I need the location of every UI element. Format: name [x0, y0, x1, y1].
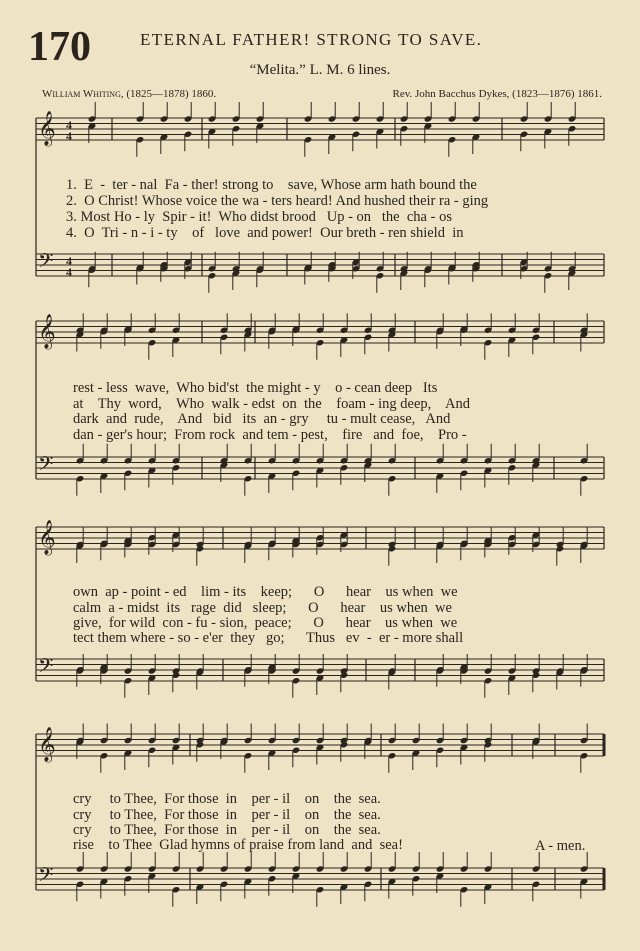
- lyric-line: give, for wild con - fu - sion, peace; O hear us when we: [73, 615, 458, 631]
- lyric-line: 4. O Tri - n - i - ty of love and power! Our breth - ren shield in: [66, 225, 464, 241]
- bass-clef-icon: 𝄢: [38, 863, 54, 891]
- lyric-line: dark and rude, And bid its an - gry tu - mult cease, And: [73, 411, 451, 427]
- treble-clef-icon: 𝄞: [38, 111, 56, 146]
- time-signature-top: 4: [66, 118, 72, 132]
- lyric-line: own ap - point - ed lim - its keep; O hear us when we: [73, 584, 458, 600]
- hymn-title: ETERNAL FATHER! STRONG TO SAVE.: [140, 30, 483, 49]
- lyric-line: at Thy word, Who walk - edst on the foam - ing deep, And: [73, 396, 470, 412]
- bass-clef-icon: 𝄢: [38, 654, 54, 682]
- time-signature-bottom: 4: [66, 129, 72, 143]
- lyric-line: 2. O Christ! Whose voice the wa - ters heard! And hushed their ra - ging: [66, 193, 489, 209]
- tune-meter: “Melita.” L. M. 6 lines.: [249, 62, 391, 78]
- words-credit: William Whiting, (1825—1878) 1860.: [42, 88, 217, 100]
- time-signature-top: 4: [66, 254, 72, 268]
- bass-clef-icon: 𝄢: [38, 249, 54, 277]
- lyric-line: cry to Thee, For those in per - il on the sea.: [73, 807, 381, 823]
- lyric-line: tect them where - so - e'er they go; Thus ev - er - more shall: [73, 630, 464, 646]
- lyric-line: rise to Thee Glad hymns of praise from land and sea!: [73, 837, 403, 853]
- treble-clef-icon: 𝄞: [38, 727, 56, 762]
- treble-clef-icon: 𝄞: [38, 314, 56, 349]
- lyric-line: 3. Most Ho - ly Spir - it! Who didst brood Up - on the cha - os: [66, 209, 452, 225]
- lyric-line: calm a - midst its rage did sleep; O hear us when we: [73, 600, 452, 616]
- bass-clef-icon: 𝄢: [38, 452, 54, 480]
- lyric-line: 1. E - ter - nal Fa - ther! strong to save, Whose arm hath bound the: [66, 177, 477, 193]
- lyric-line: cry to Thee, For those in per - il on the sea.: [73, 822, 381, 838]
- lyric-line: rest - less wave, Who bid'st the might - y o - cean deep Its: [73, 380, 438, 396]
- hymn-number: 170: [28, 24, 91, 70]
- lyric-line: dan - ger's hour; From rock and tem - pest, fire and foe, Pro -: [73, 427, 467, 443]
- lyric-line: cry to Thee, For those in per - il on the sea.: [73, 791, 381, 807]
- music-credit: Rev. John Bacchus Dykes, (1823—1876) 1861.: [392, 88, 602, 100]
- treble-clef-icon: 𝄞: [38, 520, 56, 555]
- amen-text: A - men.: [535, 838, 586, 854]
- time-signature-bottom: 4: [66, 265, 72, 279]
